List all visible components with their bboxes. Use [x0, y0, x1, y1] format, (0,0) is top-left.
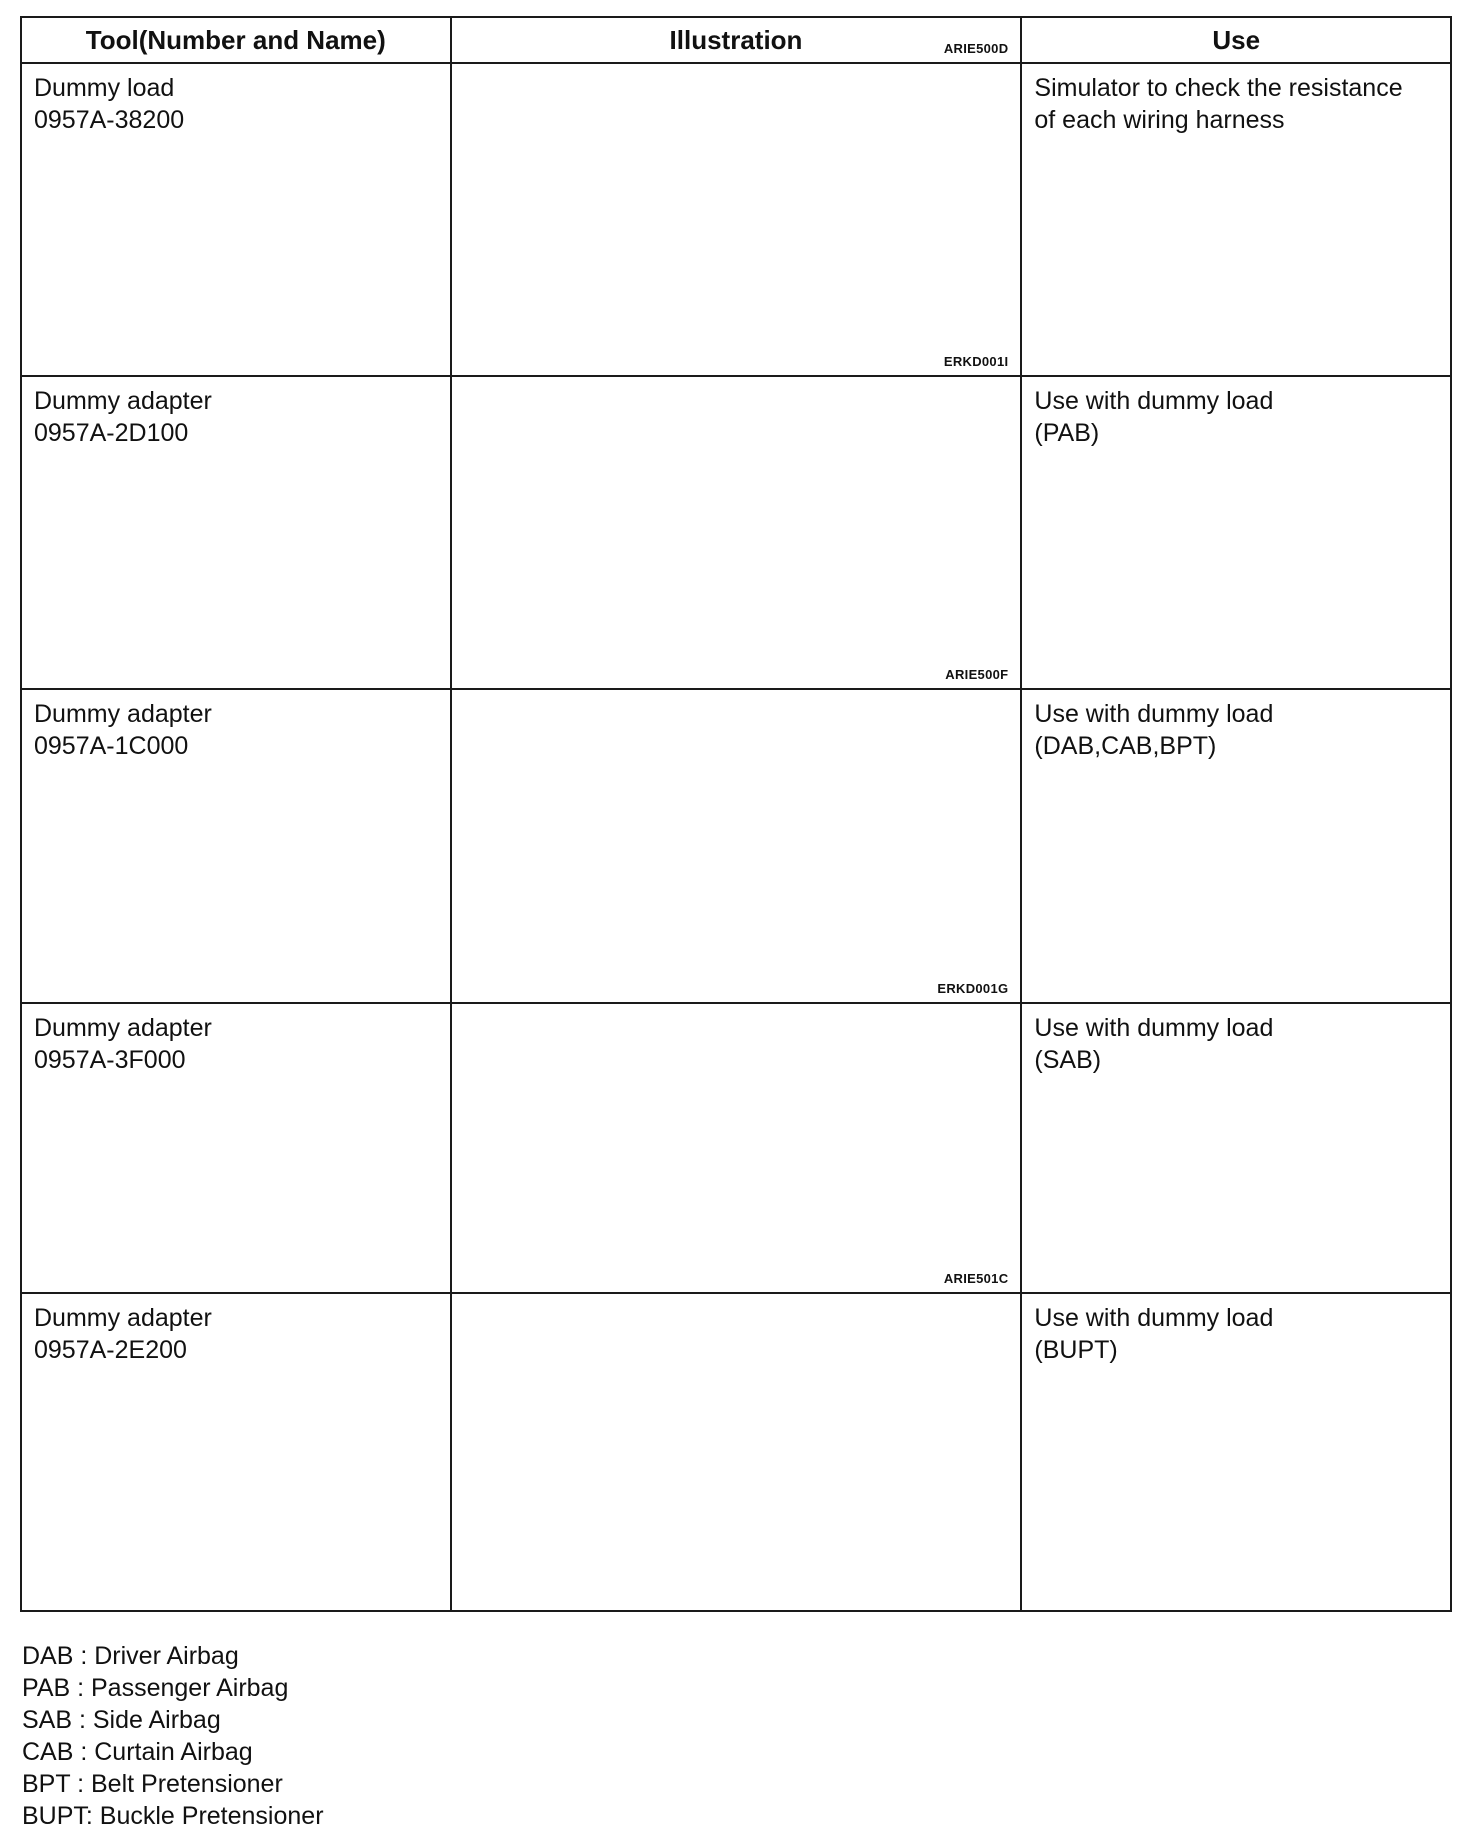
tool-number: 0957A-2E200 [34, 1336, 187, 1364]
use-text-line2: (BUPT) [1034, 1336, 1118, 1364]
illustration-cell [451, 41, 1022, 376]
special-tools-table [20, 16, 1452, 1612]
tool-number: 0957A-2D100 [34, 419, 189, 447]
use-text-line1: Use with dummy load [1034, 1014, 1274, 1042]
legend-item: CAB : Curtain Airbag [22, 1738, 253, 1766]
use-cell [1021, 376, 1451, 689]
tool-name: Dummy load [34, 74, 175, 102]
use-text-line1: Use with dummy load [1034, 387, 1274, 415]
tool-name: Dummy adapter [34, 1014, 212, 1042]
table-row [21, 1003, 1451, 1293]
table-header-row [21, 17, 1451, 63]
use-text-line2: (SAB) [1034, 1046, 1102, 1074]
use-cell [1021, 1003, 1451, 1293]
use-cell [1021, 689, 1451, 1003]
tool-cell [21, 689, 451, 1003]
header-use: Use [1021, 17, 1451, 63]
figure-code: ARIE500D [943, 41, 1009, 56]
tool-number: 0957A-3F000 [34, 1046, 186, 1074]
tool-number: 0957A-1C000 [34, 732, 189, 760]
tool-number: 0957A-38200 [34, 106, 185, 134]
illustration-cell [451, 667, 1022, 1003]
use-text-line1: Use with dummy load [1034, 1304, 1274, 1332]
table-row [21, 376, 1451, 689]
table-row [21, 63, 1451, 376]
use-text-line2: of each wiring harness [1034, 106, 1285, 134]
tool-cell [21, 376, 451, 689]
legend-item: SAB : Side Airbag [22, 1706, 221, 1734]
legend-item: BPT : Belt Pretensioner [22, 1770, 283, 1798]
use-text-line1: Simulator to check the resistance [1034, 74, 1403, 102]
legend-item: BUPT: Buckle Pretensioner [22, 1802, 324, 1830]
illustration-cell [451, 1271, 1022, 1611]
tool-name: Dummy adapter [34, 1304, 212, 1332]
use-text-line1: Use with dummy load [1034, 700, 1274, 728]
figure-code: ERKD001G [937, 981, 1009, 996]
legend-item: PAB : Passenger Airbag [22, 1674, 289, 1702]
header-tool: Tool(Number and Name) [21, 17, 451, 63]
table-row [21, 1293, 1451, 1611]
illustration-cell [451, 981, 1022, 1293]
tool-cell [21, 1003, 451, 1293]
tool-cell [21, 63, 451, 376]
tool-name: Dummy adapter [34, 700, 212, 728]
use-cell [1021, 1293, 1451, 1611]
illustration-cell [451, 354, 1022, 689]
use-cell [1021, 63, 1451, 376]
header-illustration: Illustration [451, 17, 1022, 63]
abbreviation-legend [22, 1640, 324, 1832]
figure-code: ARIE500F [945, 667, 1009, 682]
legend-item: DAB : Driver Airbag [22, 1642, 239, 1670]
use-text-line2: (PAB) [1034, 419, 1100, 447]
figure-code: ARIE501C [943, 1271, 1009, 1286]
tool-cell [21, 1293, 451, 1611]
tool-name: Dummy adapter [34, 387, 212, 415]
use-text-line2: (DAB,CAB,BPT) [1034, 732, 1217, 760]
figure-code: ERKD001I [943, 354, 1009, 369]
table-row [21, 689, 1451, 1003]
